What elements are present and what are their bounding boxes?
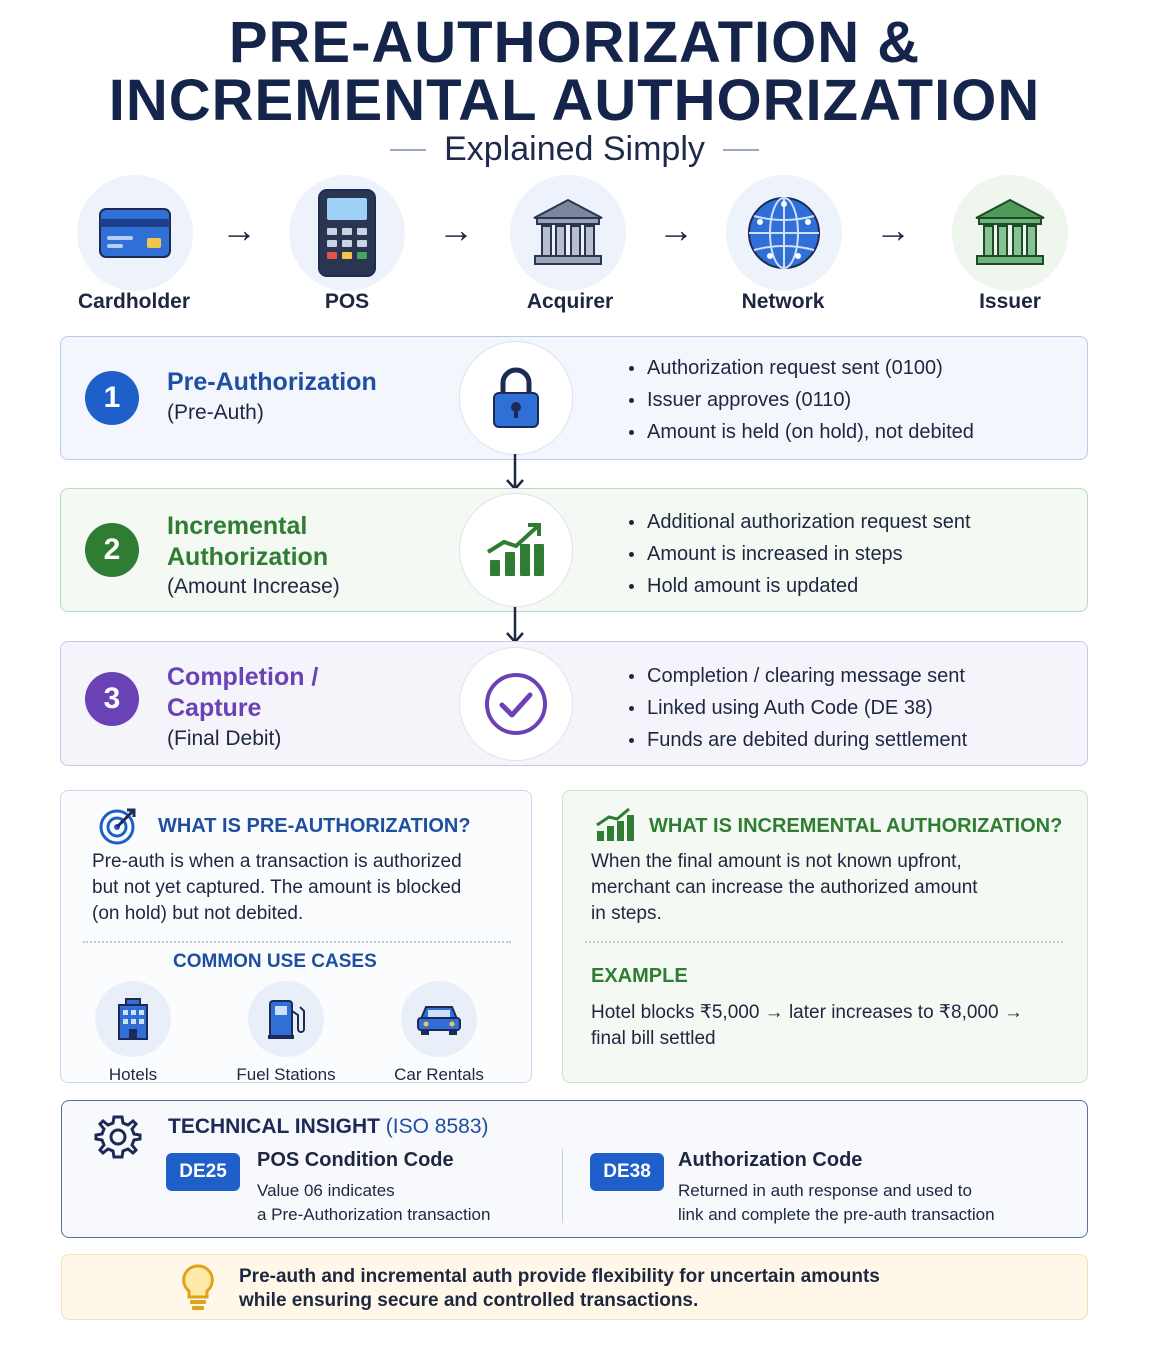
fuel-pump-icon [248,981,324,1057]
panel-text-line: but not yet captured. The amount is blocked [92,877,462,898]
step-incremental-authorization [60,488,1088,612]
panel-text-line: merchant can increase the authorized amount [591,877,978,898]
check-circle-icon [459,647,573,761]
de-desc-line: Returned in auth response and used to [678,1181,972,1200]
technical-insight [61,1100,1088,1238]
flow-arrow: → [221,209,257,250]
step-title: Pre-Authorization [167,368,377,396]
lock-icon [459,341,573,455]
use-case-label: Hotels [108,1065,158,1084]
step-bullets [627,660,967,756]
subtitle-rule-right [723,149,759,151]
down-arrow-icon [503,605,527,645]
flow-arrow: → [658,209,694,250]
flow-label-network: Network [741,290,825,313]
globe-icon [726,175,842,291]
divider [83,941,511,943]
use-cases-heading: COMMON USE CASES [173,951,377,972]
car-icon [401,981,477,1057]
panel-heading: WHAT IS INCREMENTAL AUTHORIZATION? [649,815,1063,837]
growth-chart-icon [459,493,573,607]
title-line-2: INCREMENTAL AUTHORIZATION [108,68,1041,133]
use-case-hotels [63,981,203,1085]
use-case-car-rentals [369,981,509,1085]
flow-label-issuer: Issuer [979,290,1041,313]
panel-text-line: When the final amount is not known upfront, [591,851,962,872]
flow-label-pos: POS [324,290,370,313]
bank-icon [510,175,626,291]
incremental-authorization-panel [562,790,1088,1083]
flow-label-acquirer: Acquirer [526,290,614,313]
step-bullets [627,352,974,448]
step-title-line-2: Authorization [167,543,329,571]
step-completion-capture [60,641,1088,766]
panel-text-line: Pre-auth is when a transaction is authorized [92,851,462,872]
gear-icon [94,1113,142,1161]
summary-tip [61,1254,1088,1320]
tip-line: while ensuring secure and controlled transactions. [239,1290,699,1311]
tech-title-suffix: (ISO 8583) [385,1115,489,1138]
bullet-item: Additional authorization request sent [627,506,971,538]
step-number-badge: 3 [85,672,139,726]
bullet-item: Authorization request sent (0100) [627,352,974,384]
example-text-line: final bill settled [591,1028,716,1049]
panel-text-line: (on hold) but not debited. [92,903,304,924]
bullet-item: Amount is held (on hold), not debited [627,416,974,448]
subtitle-text: Explained Simply [444,130,705,168]
use-case-label: Fuel Stations [236,1065,336,1084]
divider [562,1149,563,1223]
bullet-item: Amount is increased in steps [627,538,971,570]
flow-arrow: → [438,209,474,250]
use-case-fuel-stations [216,981,356,1085]
pre-authorization-panel [60,790,532,1083]
step-title-line-2: Capture [167,694,262,722]
panel-text-line: in steps. [591,903,662,924]
tip-line: Pre-auth and incremental auth provide flexibility for uncertain amounts [239,1266,880,1287]
growth-chart-icon [595,807,635,843]
credit-card-icon [77,175,193,291]
step-number-badge: 2 [85,523,139,577]
de38-badge: DE38 [590,1153,664,1191]
step-bullets [627,506,971,602]
tech-title [168,1115,489,1139]
subtitle [0,130,1149,169]
divider [585,941,1063,943]
de-desc-line: link and complete the pre-auth transaction [678,1205,995,1224]
down-arrow-icon [503,452,527,492]
tip-text [239,1265,880,1313]
de-desc-line: Value 06 indicates [257,1181,395,1200]
de-name: Authorization Code [678,1149,863,1171]
use-case-label: Car Rentals [394,1065,484,1084]
bullet-item: Funds are debited during settlement [627,724,967,756]
bullet-item: Issuer approves (0110) [627,384,974,416]
title-line-1: PRE-AUTHORIZATION & [228,10,921,75]
panel-heading: WHAT IS PRE-AUTHORIZATION? [158,815,471,837]
step-pre-authorization [60,336,1088,460]
bank-icon [952,175,1068,291]
step-title-line-1: Incremental [167,512,308,540]
step-number-badge: 1 [85,371,139,425]
tech-title-text: TECHNICAL INSIGHT [168,1115,380,1138]
pos-terminal-icon [289,175,405,291]
step-title-line-1: Completion / [167,663,319,691]
flow-arrow: → [875,209,911,250]
step-subtitle: (Pre-Auth) [167,401,264,424]
example-text-line: Hotel blocks ₹5,000 → later increases to ₹8,000 → [591,1002,1023,1023]
target-icon [97,807,139,845]
de-name: POS Condition Code [257,1149,454,1171]
lightbulb-icon [180,1263,216,1313]
step-subtitle: (Final Debit) [167,727,282,750]
bullet-item: Completion / clearing message sent [627,660,967,692]
flow-label-cardholder: Cardholder [77,290,190,313]
subtitle-rule-left [390,149,426,151]
bullet-item: Hold amount is updated [627,570,971,602]
step-subtitle: (Amount Increase) [167,575,340,598]
bullet-item: Linked using Auth Code (DE 38) [627,692,967,724]
de25-badge: DE25 [166,1153,240,1191]
de-desc-line: a Pre-Authorization transaction [257,1205,491,1224]
example-heading: EXAMPLE [591,965,688,987]
hotel-icon [95,981,171,1057]
